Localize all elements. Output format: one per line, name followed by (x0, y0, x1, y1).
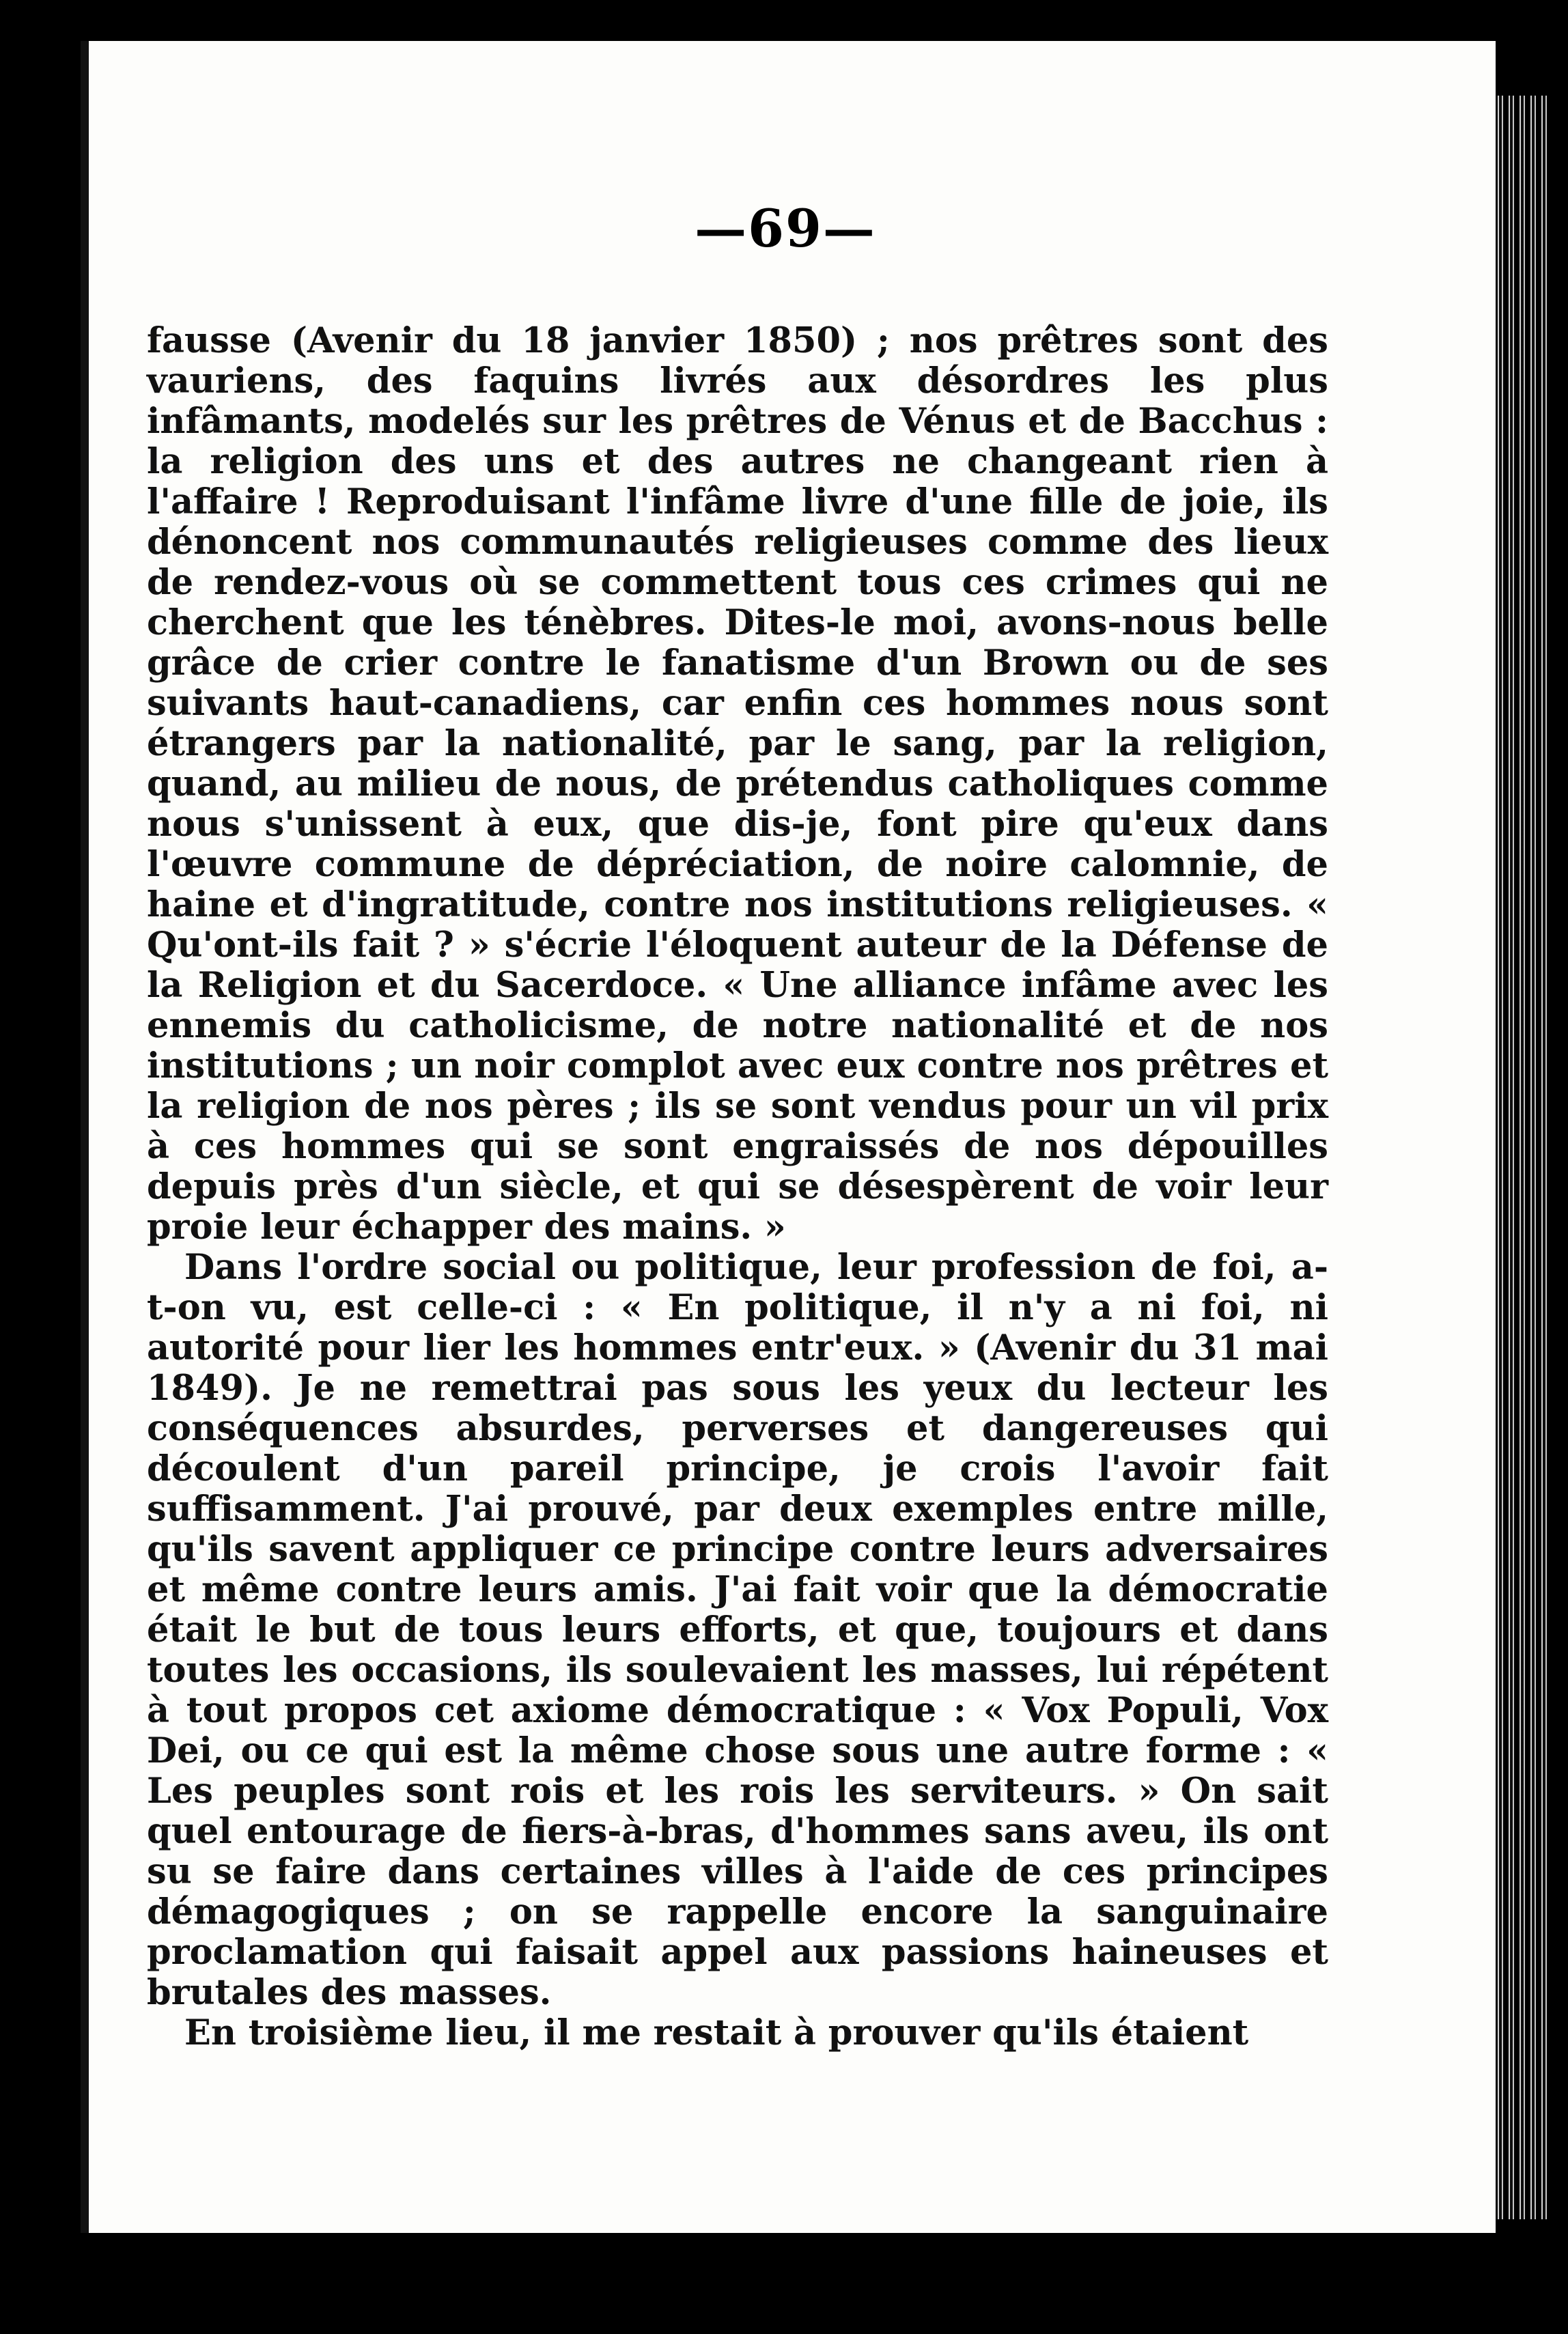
paragraph-1: fausse (Avenir du 18 janvier 1850) ; nos prêtres sont des vauriens, des faquins livrés aux désordres les plus infâmants, modelés sur les prêtres de Vénus et de Bacchus : la religion des uns et des autres ne changeant rien à l'affaire ! Reproduisant l'infâme livre d'une fille de joie, ils dénoncent nos communautés religieuses comme des lieux de rendez-vous où se commettent tous ces crimes qui ne cherchent que les ténèbres. Dites-le moi, avons-nous belle grâce de crier contre le fanatisme d'un Brown ou de ses suivants haut-canadiens, car enfin ces hommes nous sont étrangers par la nationalité, par le sang, par la religion, quand, au milieu de nous, de prétendus catholiques comme nous s'unissent à eux, que dis-je, font pire qu'eux dans l'œuvre commune de dépréciation, de noire calomnie, de haine et d'ingratitude, contre nos institutions religieuses. « Qu'ont-ils fait ? » s'écrie l'éloquent auteur de la Défense de la Religion et du Sacerdoce. « Une alliance infâme avec les ennemis du catholicisme, de notre nationalité et de nos institutions ; un noir complot avec eux contre nos prêtres et la religion de nos pères ; ils se sont vendus pour un vil prix à ces hommes qui se sont engraissés de nos dépouilles depuis près d'un siècle, et qui se désespèrent de voir leur proie leur échapper des mains. » (147, 320, 1328, 1248)
paragraph-3: En troisième lieu, il me restait à prouver qu'ils étaient (184, 2012, 1249, 2053)
page-number: —69— (695, 198, 876, 259)
page-edge-stack (1496, 96, 1550, 2219)
paragraph-2: Dans l'ordre social ou politique, leur profession de foi, a-t-on vu, est celle-ci : « En politique, il n'y a ni foi, ni autorité pour lier les hommes entr'eux. » (Avenir du 31 mai 1849). Je ne remettrai pas sous les yeux du lecteur les conséquences absurdes, perverses et dangereuses qui découlent d'un pareil principe, je crois l'avoir fait suffisamment. J'ai prouvé, par deux exemples entre mille, qu'ils savent appliquer ce principe contre leurs adversaires et même contre leurs amis. J'ai fait voir que la démocratie était le but de tous leurs efforts, et que, toujours et dans toutes les occasions, ils soulevaient les masses, lui répétent à tout propos cet axiome démocratique : « Vox Populi, Vox Dei, ou ce qui est la même chose sous une autre forme : « Les peuples sont rois et les rois les serviteurs. » On sait quel entourage de fiers-à-bras, d'hommes sans aveu, ils ont su se faire dans certaines villes à l'aide de ces principes démagogiques ; on se rappelle encore la sanguinaire proclamation qui faisait appel aux passions haineuses et brutales des masses. (147, 1247, 1328, 2013)
body-text (147, 321, 1328, 2053)
